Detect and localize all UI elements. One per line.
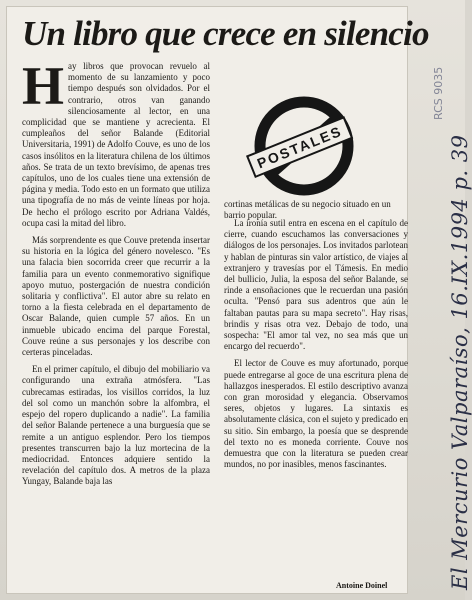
paragraph: Más sorprendente es que Couve pretenda insertar su historia en la lógica del género novelesco. "Es una falacia bien socorrida creer que recurrir a la familia para un evento conmemorativo signifique apoyo mutuo, postergación de nuestra condición solitaria y conflictiva". El autor abre su relato en torno a la fiesta celebrada en el departamento de Oscar Balande, quien cumple 57 años. En un inmueble ubicado encima del parque Forestal, Couve reúne a sus personajes y los describe con certeras pinceladas.	[22, 235, 210, 358]
newspaper-clipping	[6, 6, 429, 594]
paragraph	[22, 56, 210, 229]
paragraph: En el primer capítulo, el dibujo del mobiliario va configurando una extraña atmósfera. "Las cubrecamas estiradas, los visillos corridos, la luz del sol como un manchón sobre la alfombra, el espejo del ropero duplicando a nadie". La familia del señor Balande pertenece a una burguesía que se remite a un antiguo esplendor. Pero los tiempos presentes transcurren bajo la luz mortecina de la mediocridad. Entonces adquiere sentido la revelación del capítulo dos. A metros de la plaza Yungay, Balande baja las	[22, 364, 210, 487]
postales-stamp-icon	[234, 96, 366, 194]
archive-reference	[432, 10, 472, 130]
paragraph-text: ay libros que provocan revuelo al momento de su lanzamiento y poco tiempo después son olvidados. Por el contrario, otros van ganando silenciosamente al lector, en una complicidad que se mantiene y acrecienta. El cumpleaños del señor Balande (Editorial Universitaria, 1991) de Adolfo Couve, es uno de los casos insólitos en la literatura chilena de los últimos años. Se trata de un texto brevísimo, de apenas tres capítulos, uno de los cuales tiene una extensión de página y media. Todo esto en un formato que utiliza una tipografía de no más de veinte líneas por hoja. De hecho el prólogo escrito por Adriana Valdés, ocupa casi la mitad del libro.	[22, 61, 210, 228]
right-column-top: cortinas metálicas de su negocio situado en un barrio popular.	[224, 199, 391, 220]
stamp-label: POSTALES	[254, 122, 345, 172]
reference-code: RCS 9035	[432, 66, 445, 120]
author-signature: Antoine Doinel	[336, 581, 388, 590]
left-column	[22, 56, 210, 591]
headline: Un libro que crece en silencio	[22, 14, 429, 53]
right-column	[224, 218, 408, 590]
drop-cap: H	[22, 56, 65, 116]
paragraph: El lector de Couve es muy afortunado, porque puede entregarse al goce de una escritura plena de hallazgos inesperados. El estilo descriptivo avanza con gran morosidad y elegancia. Observamos seres, objetos y lugares. La sintaxis es absolutamente clásica, con el sujeto y predicado en su sitio. Sin embargo, la poesía que se desprende del texto no es moneda corriente. Couve nos demuestra que con la literatura se pueden crear mundos, no por inasibles, menos fascinantes.	[224, 358, 408, 470]
handwritten-source-note: El Mercurio Valparaíso, 16.IX.1994 p. 39	[448, 134, 472, 590]
paragraph: La ironía sutil entra en escena en el capítulo de cierre, cuando escuchamos las conversaciones y diálogos de los personajes. Los invitados parlotean y hablan de pinturas sin valor artístico, de viajes al extranjero y travesías por el Támesis. En medio del bullicio, Julia, la esposa del señor Balande, se rinde a ensoñaciones que le recuerdan una pasión oculta. "Pensó para sus adentros que aún le faltaban pautas para su mapa secreto". Hay risas, brindis y risas otra vez. Debajo de todo, una sospecha: "El amor tal vez, no sea más que un encargo del recuerdo".	[224, 218, 408, 352]
